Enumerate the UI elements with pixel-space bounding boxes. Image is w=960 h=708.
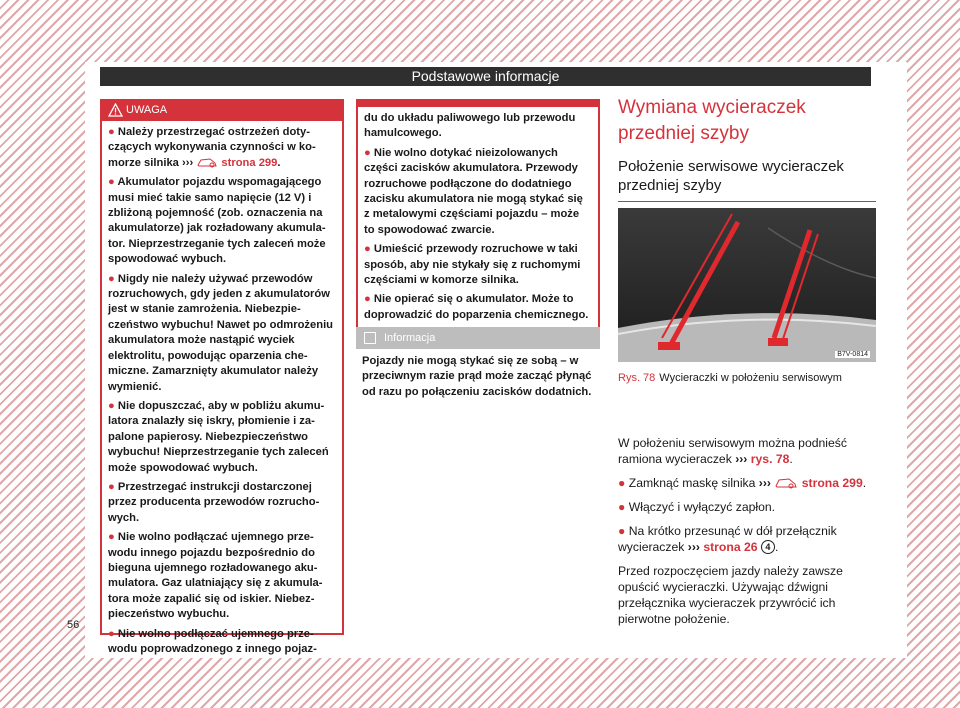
paragraph: Przed rozpoczęciem jazdy należy zawsze opuścić wycieraczki. Używając dźwigni przełącznika wycieraczek przywrócić ich pierwotne położenie. [618,564,843,626]
paragraph [618,435,876,467]
warning-ref-link[interactable]: strona 299 [221,156,278,169]
figure-ref-link[interactable]: rys. 78 [750,452,790,466]
ref-arrow: ››› [687,540,700,554]
warning-item [102,476,342,526]
bullet: ● [108,627,118,640]
warning-item-text: Nie wolno dotykać nieizolowanych części zacisków akumulatora. Przewody rozruchowe podłączone do dodatniego zacisku akumulatora nie mogą stykać się z metalowymi częściami pojazdu – może to spowodować zwarcie. [364,146,583,236]
warning-item-text: Umieścić przewody rozruchowe w taki sposób, aby nie stykały się z ruchomymi częściami w komorze silnika. [364,243,581,287]
bullet: ● [364,243,374,256]
warning-item-text: Należy przestrzegać ostrzeżeń dotyczących wykonywania czynności w komorze silnika [108,126,316,169]
warning-item [358,238,598,288]
warning-item-text: Nie wolno podłączać ujemnego przewodu innego pojazdu bezpośrednio do bieguna ujemnego rozładowanego akumulatora. Gaz ulatniający się z akumulatora może zapalić się od iskier. Niebezpieczeństwo wybuchu. [108,531,323,621]
page-ref-link[interactable]: strona 26 [703,540,758,554]
item-number-badge: 4 [761,540,775,554]
ref-arrow: ››› [182,156,194,169]
warning-item-text: Przestrzegać instrukcji dostarczonej przez producenta przewodów rozruchowych. [108,480,320,524]
paragraph-text: W położeniu serwisowym można podnieść ramiona wycieraczek [618,436,847,466]
info-box [356,327,600,422]
bullet: ● [108,480,118,493]
right-column [618,95,876,626]
wiper-illustration [618,208,876,362]
ref-arrow: ››› [735,452,748,466]
step [618,475,876,491]
figure-number: Rys. 78 [618,372,656,384]
warning-item [358,288,598,323]
info-title: Informacja [384,332,436,344]
warning-item [102,395,342,476]
warning-item-text: Nie dopuszczać, aby w pobliżu akumulatora znalazły się iskry, płomienie i zapalone papierosy. Niebezpieczeństwo wybuchu! Nieprzestrzeganie tych zaleceń może spowodować wybuch. [108,399,329,474]
info-text: Pojazdy nie mogą stykać się ze sobą – w przeciwnym razie prąd może zacząć płynąć od razu po połączeniu zacisków dodatnich. [362,355,592,398]
warning-item [102,526,342,622]
bullet: ● [108,272,118,285]
step-text: Zamknąć maskę silnika [628,476,759,490]
instructions [618,435,876,635]
warning-continuation: du do układu paliwowego lub przewodu hamulcowego. [364,112,576,140]
caption-text: Wycieraczki w położeniu serwisowym [659,372,842,384]
info-icon [364,332,376,344]
warning-box-continued [356,99,600,334]
bullet: ● [618,500,629,514]
section-subtitle: Położenie serwisowe wycieraczek przedniej szyby [618,157,876,202]
bullet: ● [108,176,118,189]
engine-compartment-icon [196,156,218,168]
warning-item [102,121,342,171]
step-tail: . [862,476,867,490]
step-text: Włączyć i wyłączyć zapłon. [628,500,776,514]
warning-item [102,171,342,267]
warning-item [358,142,598,238]
wiper-figure [618,208,876,362]
info-header [356,327,600,349]
bullet: ● [364,293,374,306]
paragraph-tail: . [789,452,793,466]
figure-code: B7V-0814 [837,351,868,358]
warning-item [102,268,342,395]
bullet: ● [108,531,118,544]
warning-triangle-icon [108,103,123,117]
warning-item-text: Akumulator pojazdu wspomagającego musi mieć takie samo napięcie (12 V) i zbliżoną pojemność (zob. oznaczenia na akumulatorze) jak rozładowany akumulator. Nieprzestrzeganie tych zaleceń może spowodować wybuch. [108,176,326,266]
warning-item [102,623,342,658]
figure-caption [618,371,876,385]
bullet: ● [618,476,629,490]
warning-item-tail: . [277,156,281,169]
bullet: ● [108,399,118,412]
step [618,499,876,515]
page-number: 56 [67,619,80,631]
bullet: ● [364,146,374,159]
warning-title: UWAGA [126,104,168,116]
warning-box [100,99,344,655]
bullet: ● [618,524,629,538]
warning-item-text: Nigdy nie należy używać przewodów rozruchowych, gdy jeden z akumulatorów jest w stanie zamrożenia. Niebezpieczeństwo wybuchu! Nawet po odmrożeniu akumulatora może nastąpić wyciek elektrolitu, powodując oparzenia chemiczne. Zamarznięty akumulator należy wymienić. [108,272,334,393]
warning-bar [356,99,600,107]
section-title: Wymiana wycieraczek przedniej szyby [618,97,806,144]
step-text: Na krótko przesunąć w dół przełącznik wycieraczek [618,524,837,554]
warning-item-text: Nie wolno podłączać ujemnego przewodu poprowadzonego z innego pojaz- [108,627,317,655]
page-ref-link[interactable]: strona 299 [801,476,863,490]
ref-arrow: ››› [758,476,771,490]
manual-page [67,62,907,658]
step-tail: . [774,540,779,554]
warning-item-text: Nie opierać się o akumulator. Może to doprowadzić do poparzenia chemicznego. [364,293,589,321]
engine-compartment-icon [774,476,798,489]
warning-header [100,99,344,121]
bullet: ● [108,126,115,138]
page-header: Podstawowe informacje [100,67,871,86]
step [618,523,876,555]
